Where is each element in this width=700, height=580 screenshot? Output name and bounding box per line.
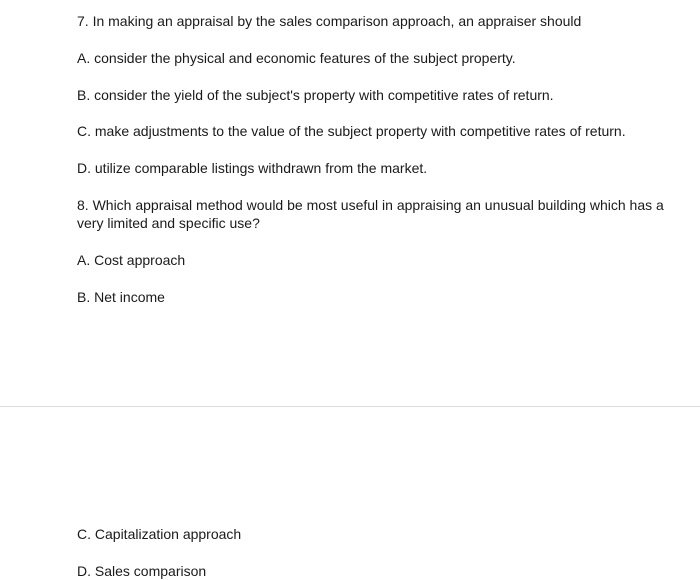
question-7-option-b: B. consider the yield of the subject's property with competitive rates of return. (77, 87, 554, 103)
question-8-option-a: A. Cost approach (77, 252, 186, 268)
question-8-text: 8. Which appraisal method would be most useful in appraising an unusual building which has a very limited and specific use? (77, 197, 664, 231)
question-8-option-c: C. Capitalization approach (77, 526, 242, 542)
question-8-option-b: B. Net income (77, 289, 165, 305)
question-7-text: 7. In making an appraisal by the sales comparison approach, an appraiser should (77, 13, 582, 29)
question-8-option-d: D. Sales comparison (77, 563, 207, 579)
question-7-option-a: A. consider the physical and economic features of the subject property. (77, 50, 516, 66)
page-divider (0, 406, 700, 407)
question-7-option-d: D. utilize comparable listings withdrawn from the market. (77, 160, 428, 176)
question-7-option-c: C. make adjustments to the value of the subject property with competitive rates of return. (77, 123, 626, 139)
